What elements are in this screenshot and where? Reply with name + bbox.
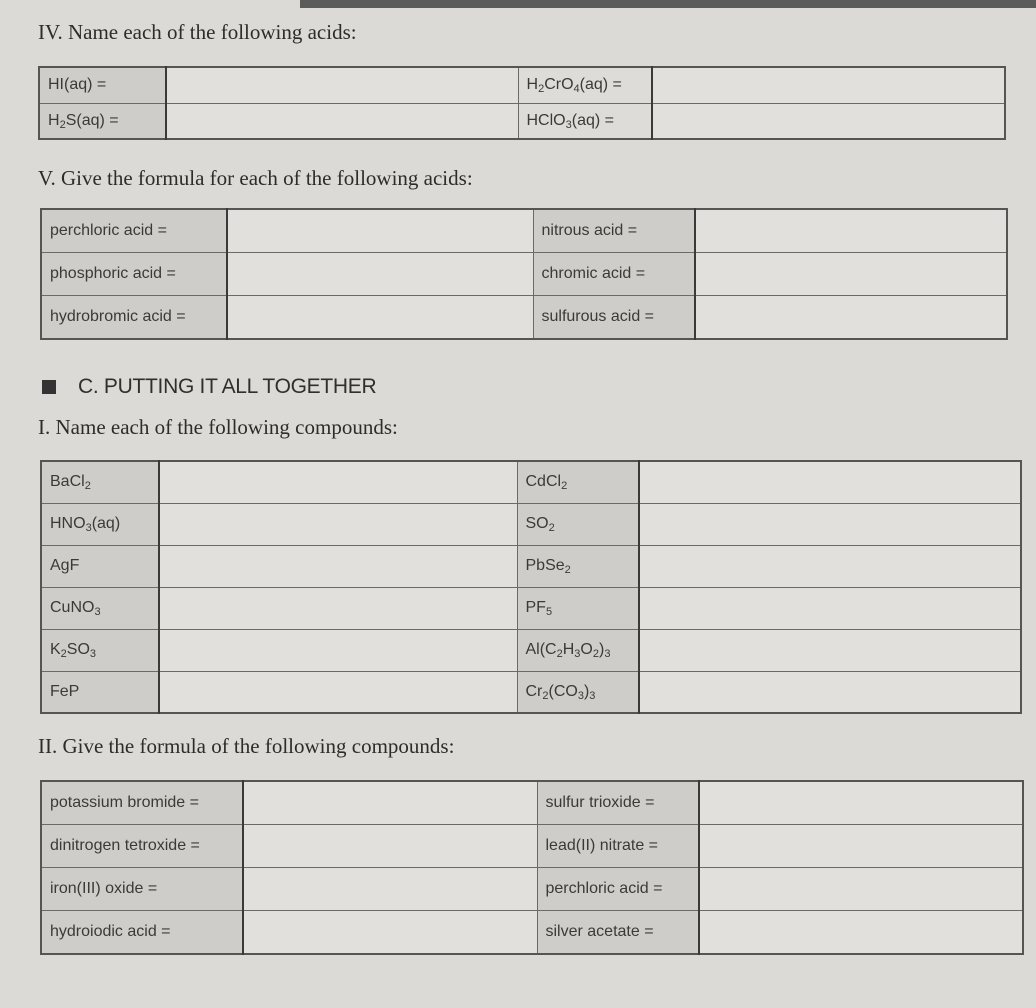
compound-name-label: chromic acid = [533, 252, 695, 295]
formula-label: FeP [41, 671, 159, 713]
compound-name-label: phosphoric acid = [41, 252, 227, 295]
section-v-table [40, 208, 1008, 340]
compound-name-label: hydrobromic acid = [41, 295, 227, 339]
table-row [39, 67, 1005, 103]
formula-label: $Cr_2(CO_3)_3$ [517, 671, 639, 713]
answer-cell[interactable] [159, 461, 517, 503]
formula-label: $K_2SO_3$ [41, 629, 159, 671]
compound-name-label: sulfur trioxide = [537, 781, 699, 824]
formula-label: PbSe$_2$ [517, 545, 639, 587]
answer-cell[interactable] [243, 781, 537, 824]
section-c-title-text: C. PUTTING IT ALL TOGETHER [78, 375, 377, 398]
answer-cell[interactable] [699, 824, 1023, 867]
formula-label: $HNO_3(aq)$ [41, 503, 159, 545]
compound-name-label: iron(III) oxide = [41, 867, 243, 910]
section-c2-heading: II. Give the formula of the following compounds: [38, 734, 455, 758]
answer-cell[interactable] [243, 910, 537, 954]
formula-label: $H_2S(aq)$ = [39, 103, 166, 139]
answer-cell[interactable] [166, 67, 518, 103]
section-c1-heading: I. Name each of the following compounds: [38, 415, 398, 439]
answer-cell[interactable] [639, 503, 1021, 545]
answer-cell[interactable] [652, 67, 1005, 103]
formula-label: HClO$_3$(aq) = [518, 103, 652, 139]
answer-cell[interactable] [159, 587, 517, 629]
answer-cell[interactable] [159, 545, 517, 587]
table-row [41, 867, 1023, 910]
compound-name-label: sulfurous acid = [533, 295, 695, 339]
formula-label: $H_2CrO_4(aq)$ = [518, 67, 652, 103]
formula-label: AgF [41, 545, 159, 587]
answer-cell[interactable] [652, 103, 1005, 139]
formula-label: $Al(C_2H_3O_2)_3$ [517, 629, 639, 671]
answer-cell[interactable] [227, 209, 533, 252]
answer-cell[interactable] [639, 629, 1021, 671]
table-row [41, 629, 1021, 671]
table-row [41, 461, 1021, 503]
answer-cell[interactable] [699, 867, 1023, 910]
square-bullet-icon [42, 380, 56, 394]
answer-cell[interactable] [639, 545, 1021, 587]
answer-cell[interactable] [639, 461, 1021, 503]
answer-cell[interactable] [699, 781, 1023, 824]
compound-name-label: perchloric acid = [537, 867, 699, 910]
answer-cell[interactable] [227, 252, 533, 295]
answer-cell[interactable] [695, 252, 1007, 295]
compound-name-label: perchloric acid = [41, 209, 227, 252]
formula-label: BaCl$_2$ [41, 461, 159, 503]
formula-label: $SO_2$ [517, 503, 639, 545]
formula-label: CuNO$_3$ [41, 587, 159, 629]
compound-name-label: nitrous acid = [533, 209, 695, 252]
compound-name-label: potassium bromide = [41, 781, 243, 824]
answer-cell[interactable] [695, 209, 1007, 252]
formula-label: HI(aq) = [39, 67, 166, 103]
top-edge-bar [300, 0, 1036, 8]
answer-cell[interactable] [159, 503, 517, 545]
answer-cell[interactable] [243, 824, 537, 867]
section-c2-table [40, 780, 1024, 955]
compound-name-label: dinitrogen tetroxide = [41, 824, 243, 867]
section-c-title [42, 375, 376, 399]
answer-cell[interactable] [159, 671, 517, 713]
table-row [41, 910, 1023, 954]
table-row [41, 209, 1007, 252]
formula-label: CdCl$_2$ [517, 461, 639, 503]
section-iv-heading: IV. Name each of the following acids: [38, 20, 357, 44]
table-row [39, 103, 1005, 139]
answer-cell[interactable] [695, 295, 1007, 339]
section-c1-table [40, 460, 1022, 714]
answer-cell[interactable] [639, 671, 1021, 713]
table-row [41, 503, 1021, 545]
section-v-heading: V. Give the formula for each of the following acids: [38, 166, 473, 190]
table-row [41, 824, 1023, 867]
answer-cell[interactable] [243, 867, 537, 910]
table-row [41, 587, 1021, 629]
answer-cell[interactable] [166, 103, 518, 139]
compound-name-label: silver acetate = [537, 910, 699, 954]
table-row [41, 295, 1007, 339]
table-row [41, 545, 1021, 587]
compound-name-label: lead(II) nitrate = [537, 824, 699, 867]
answer-cell[interactable] [639, 587, 1021, 629]
table-row [41, 781, 1023, 824]
answer-cell[interactable] [227, 295, 533, 339]
table-row [41, 671, 1021, 713]
table-row [41, 252, 1007, 295]
section-iv-table [38, 66, 1006, 140]
answer-cell[interactable] [699, 910, 1023, 954]
compound-name-label: hydroiodic acid = [41, 910, 243, 954]
formula-label: $PF_5$ [517, 587, 639, 629]
answer-cell[interactable] [159, 629, 517, 671]
